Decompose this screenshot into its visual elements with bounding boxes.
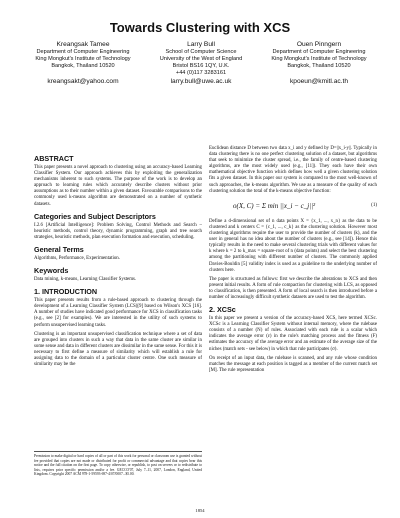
page-number: 1854 — [195, 508, 205, 513]
copyright-footnote: Permission to make digital or hard copies of all or part of this work for personal or classroom use is granted without fee provided that copies are not made or distributed for profit or commercial advantage and that copies bear this notice and the full citation on the first page. To copy otherwise, or republish, to post on servers or to redistribute to lists, requires prior specific permission and/or a fee. GECCO'07, July 7–11, 2007, London, England, United Kingdom. Copyright 2007 ACM 978-1-59593-697-4/07/0007...$5.00. — [34, 451, 202, 477]
author-affiliation: Department of Computer Engineering — [272, 49, 366, 55]
author-affiliation: University of the West of England — [159, 56, 243, 62]
equation-body: o(X, C) = Σ min ||x_i − c_j||² — [233, 201, 316, 210]
body-paragraph: On receipt of an input data, the rulebase is scanned, and any rule whose condition matches the message at each position is tagged as a member of the current match set [M]. The rule representation — [209, 355, 377, 373]
general-terms-heading: General Terms — [34, 244, 84, 254]
author-phone: +44 (0)117 3283161 — [175, 70, 227, 76]
right-column — [209, 146, 377, 377]
author-affiliation: Bangkok, Thailand 10520 — [287, 63, 351, 69]
author-email: kpoeun@kmitl.ac.th — [289, 78, 348, 85]
author-name: Kreangsak Tamee — [56, 41, 110, 48]
introduction-heading: 1. INTRODUCTION — [34, 287, 98, 297]
author-2 — [142, 40, 260, 85]
body-paragraph: Define a d-dimensional set of n data points X = {x_1, ..., x_n} as the data to be clustered and k centers C = {c_1, ..., c_k} as the clustering solution. However most clustering algorithms require the user to provide the number of clusters (k), and the user in general has no idea about the number of clusters (e.g., see [14]). Hence this typically results in the need to make several clustering trials with different values for k where k = 2 to k_max = square-root of n (data points) and select the best clustering among the partitioning with different number of clusters. The commonly applied Davies-Bouldin [5] validity index is used as a guideline to the underlying number of clusters here. — [209, 218, 377, 273]
author-affiliation: Department of Computer Engineering — [36, 49, 130, 55]
paper-title: Towards Clustering with XCS — [109, 20, 291, 35]
author-affiliation: King Mongkut's Institute of Technology — [35, 56, 131, 62]
introduction-paragraph: This paper presents results from a rule-based approach to clustering through the development of a Learning Classifier System (LCS)[9] based on Wilson's XCS [16]. A number of studies have indicated good performance for XCS in classification tasks (e.g., see [2] for examples). We are interested in the utility of such systems to perform unsupervised learning tasks. — [34, 298, 202, 328]
author-3 — [260, 40, 378, 85]
author-1 — [24, 40, 142, 85]
abstract-heading: ABSTRACT — [34, 154, 74, 163]
left-column — [34, 150, 202, 371]
body-paragraph: Euclidean distance D between two data x_i and y defined by D=||x_i-y||. Typically in data clustering there is no one perfect clustering solution of a dataset, but algorithms that seek to minimize the cluster spread, i.e., the family of centre-based clustering algorithms, are the most widely used (e.g., [11]). They each have their own mathematical objective function which defines how well a given clustering solution fits a given dataset. In this paper our system is compared to the most well-known of such approaches, the k-means algorithm. We use as a measure of the quality of each clustering solution the total of the k-means objective function: — [209, 146, 377, 194]
author-name: Larry Bull — [187, 41, 215, 48]
author-email: kreangsakt@yahoo.com — [47, 78, 119, 85]
author-block — [24, 40, 378, 85]
categories-heading: Categories and Subject Descriptors — [34, 211, 156, 221]
author-affiliation: King Mongkut's Institute of Technology — [271, 56, 367, 62]
abstract-text: This paper presents a novel approach to clustering using an accuracy-based Learning Classifier System. Our approach achieves this by exploiting the generalization mechanisms inherent to such systems. The purpose of the work is to develop an approach to learning rules which accurately describe clusters without prior assumptions as to their number within a given dataset. Favourable comparisons to the commonly used k-means algorithm are demonstrated on a number of synthetic datasets. — [34, 165, 202, 207]
body-paragraph: In this paper we present a version of the accuracy-based XCS, here termed XCSc. XCSc is a Learning Classifier System without internal memory, where the rulebase consists of a number (N) of rules. Associated with each rule is a scalar which indicates the average error (ε) in the rule's matching process and the fitness (F) estimates the accuracy of the average error and an estimate of the average size of the niches (match sets - see below) in which that rule participates (σ). — [209, 316, 377, 352]
keywords-text: Data mining, k-means, Learning Classifier Systems. — [34, 277, 137, 283]
body-paragraph: The paper is structured as follows: first we describe the alterations to XCS and then present initial results. A form of rule compaction for clustering with LCS, as opposed to classification, is then presented. A form of local search is then introduced before a number of increasingly difficult synthetic datasets are used to test the algorithm. — [209, 276, 377, 300]
introduction-paragraph: Clustering is an important unsupervised classification technique where a set of data are grouped into clusters in such a way that data in the same cluster are similar in some sense and data in different clusters are dissimilar in the same sense. For this it is necessary to first define a measure of similarity which will establish a rule for assigning data to the domain of a particular cluster centre. One such measure of similarity may be the — [34, 331, 202, 368]
categories-text: I.2.6 [Artificial Intelligence]: Problem Solving, Control Methods and Search – heuristic methods, control theory, dynamic programming, graph and tree search strategies, heuristic methods, plan execution formation and execution, scheduling. — [34, 222, 202, 240]
author-affiliation: School of Computer Science — [165, 49, 237, 55]
author-email: larry.bull@uwe.ac.uk — [170, 78, 232, 85]
author-name: Ouen Pinngern — [296, 41, 342, 48]
xcsc-heading: 2. XCSc — [209, 305, 236, 315]
keywords-heading: Keywords — [34, 266, 69, 276]
author-affiliation: Bangkok, Thailand 10520 — [51, 63, 115, 69]
objective-equation — [209, 203, 377, 209]
general-terms-text: Algorithms, Performance, Experimentation. — [34, 255, 120, 261]
author-affiliation: Bristol BS16 1QY, U.K. — [172, 63, 230, 69]
equation-number: (1) — [371, 202, 377, 208]
